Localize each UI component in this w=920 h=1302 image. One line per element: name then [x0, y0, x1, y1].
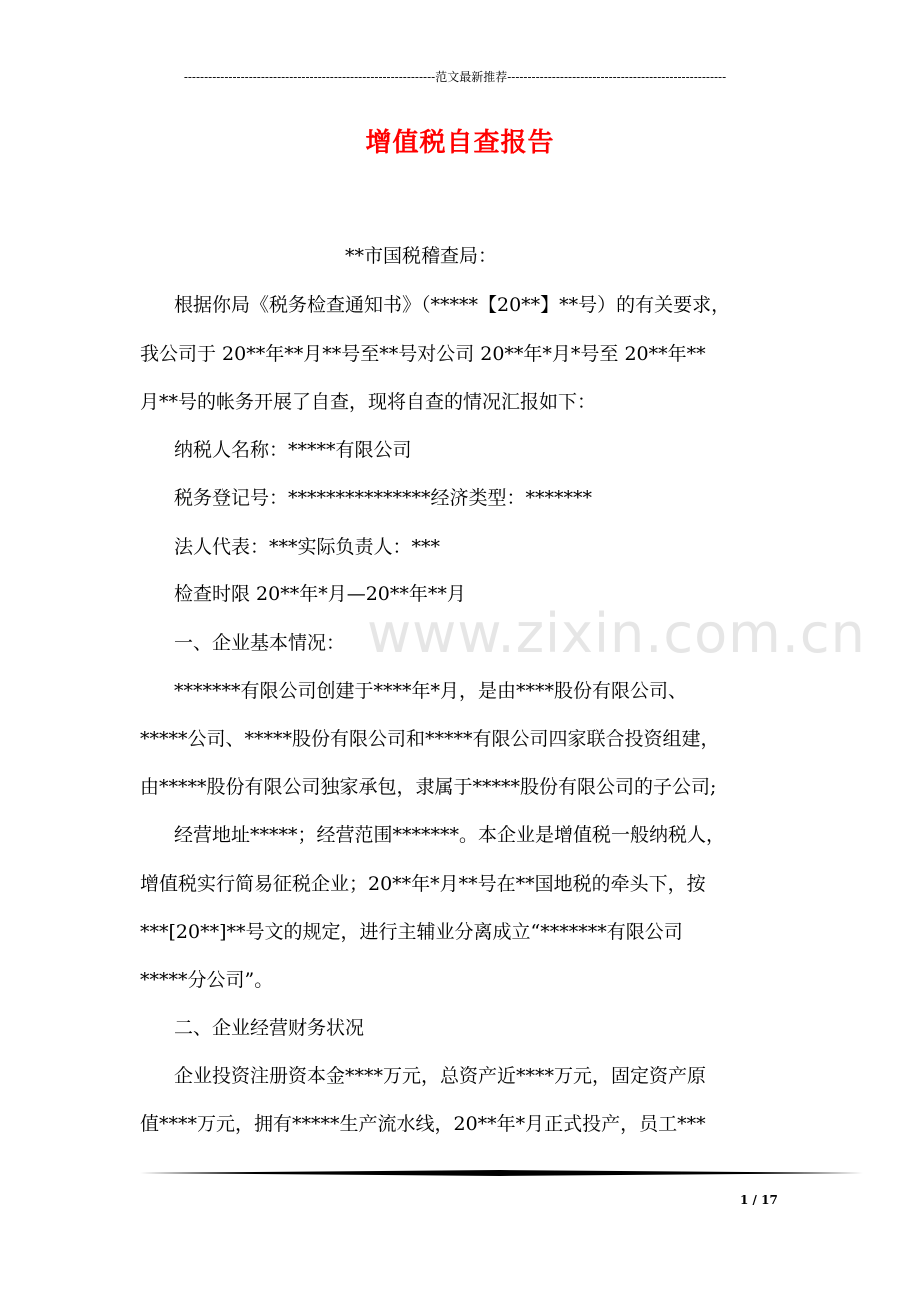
- watermark: www.zixin.com.cn: [367, 602, 866, 665]
- paragraph-line: 经营地址*****；经营范围*******。本企业是增值税一般纳税人，: [174, 824, 726, 846]
- footer-rule: [140, 1170, 863, 1176]
- paragraph-line: 月**号的帐务开展了自查，现将自查的情况汇报如下：: [140, 391, 597, 413]
- document-title: 增值税自查报告: [365, 128, 555, 158]
- paragraph-line: *****分公司”。: [140, 969, 274, 991]
- paragraph-line: 由*****股份有限公司独家承包，隶属于*****股份有限公司的子公司;: [140, 776, 717, 798]
- paragraph-line: 税务登记号：***************经济类型：*******: [174, 487, 593, 509]
- paragraph-line: 法人代表：***实际负责人：***: [174, 536, 441, 558]
- paragraph-line: 检查时限 20**年*月—20**年**月: [174, 583, 466, 605]
- paragraph-line: 我公司于 20**年**月**号至**号对公司 20**年*月*号至 20**年**: [140, 343, 706, 365]
- paragraph-line: 值****万元，拥有*****生产流水线，20**年*月正式投产，员工***: [140, 1113, 706, 1135]
- page-number: 1 / 17: [740, 1193, 778, 1207]
- paragraph-line: 增值税实行简易征税企业；20**年*月**号在**国地税的牵头下，按: [140, 873, 706, 895]
- salutation: **市国税稽查局：: [345, 245, 498, 267]
- section-heading: 一、企业基本情况：: [174, 632, 346, 654]
- paragraph-line: 纳税人名称：*****有限公司: [174, 439, 412, 461]
- header-banner: --------------------------------------------------------------范文最新推荐------------------------------------------------------: [183, 70, 727, 84]
- paragraph-line: ***[20**]**号文的规定，进行主辅业分离成立“*******有限公司: [140, 921, 683, 943]
- section-heading: 二、企业经营财务状况: [174, 1017, 365, 1039]
- paragraph-line: 根据你局《税务检查通知书》（*****【20**】**号）的有关要求，: [174, 294, 731, 316]
- paragraph-line: *******有限公司创建于****年*月，是由****股份有限公司、: [174, 680, 688, 702]
- paragraph-line: *****公司、*****股份有限公司和*****有限公司四家联合投资组建，: [140, 728, 720, 750]
- paragraph-line: 企业投资注册资本金****万元，总资产近****万元，固定资产原: [174, 1065, 707, 1087]
